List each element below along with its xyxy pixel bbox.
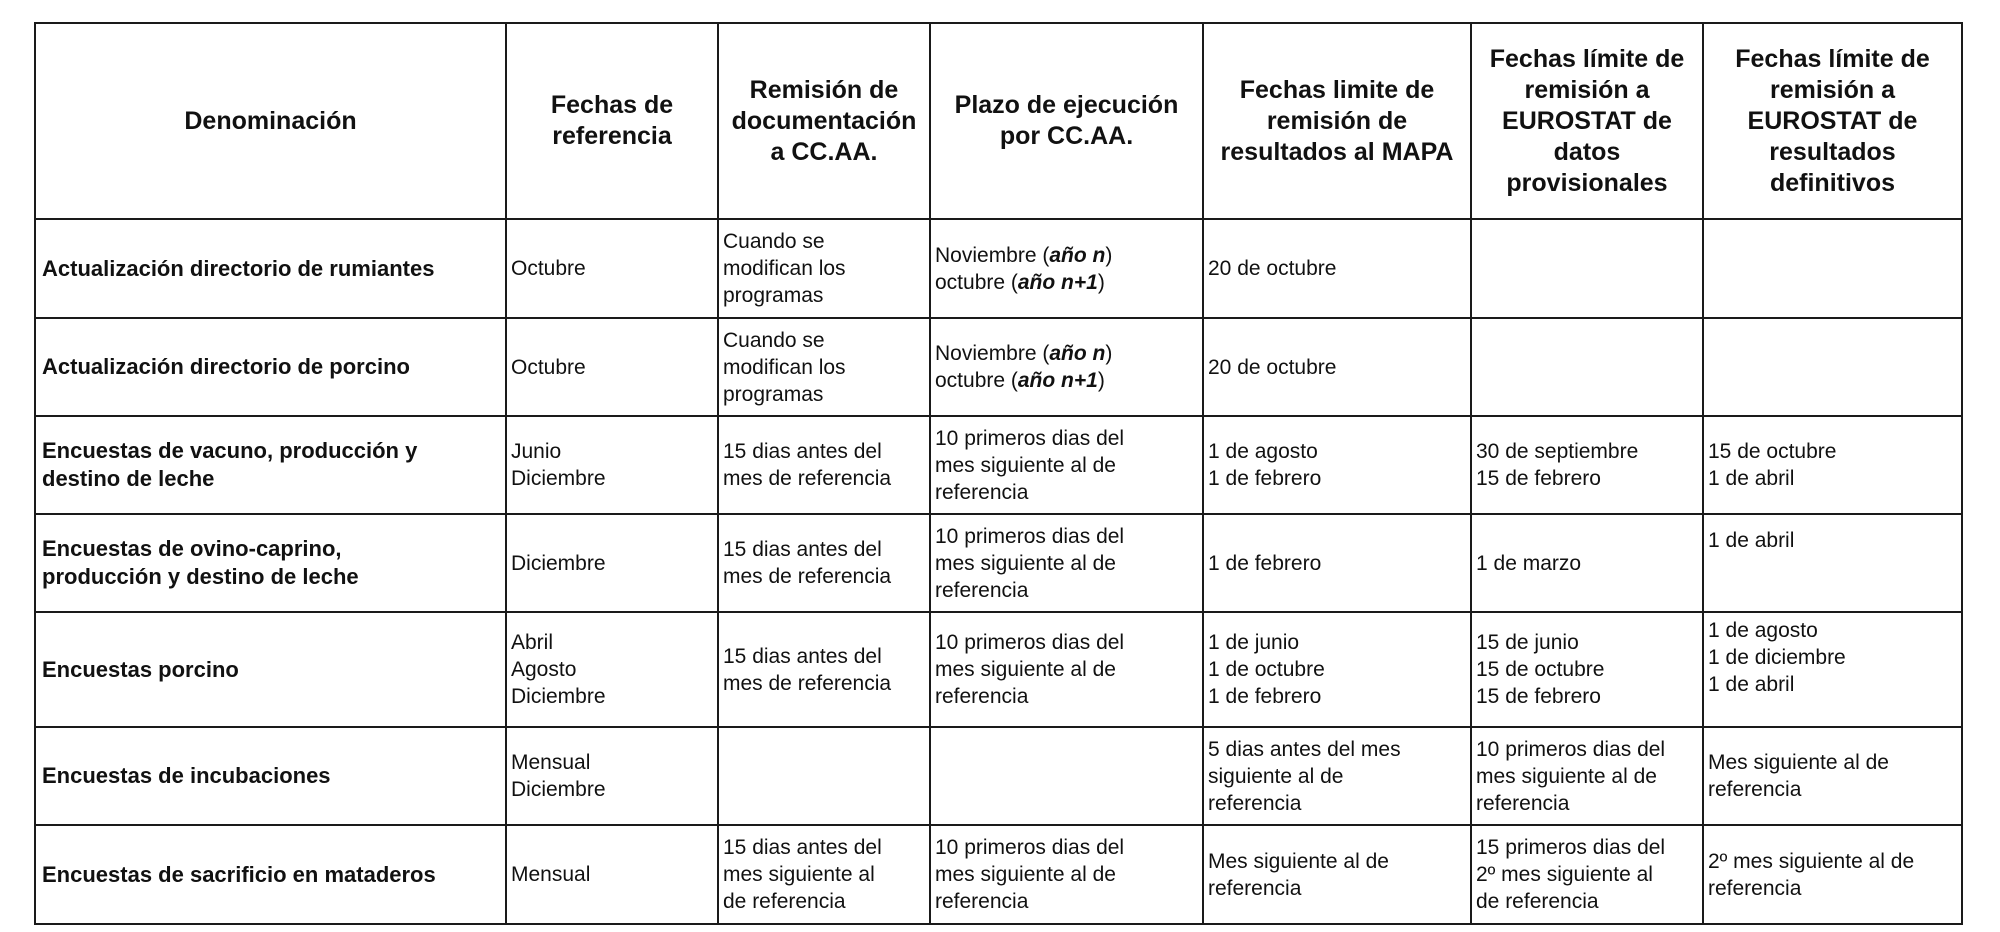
- header-denominacion: Denominación: [35, 23, 506, 219]
- cell-eurostat-provisionales: 10 primeros dias del mes siguiente al de referencia: [1471, 727, 1703, 825]
- table-row: [35, 318, 1962, 416]
- cell-fechas-mapa: 1 de junio 1 de octubre 1 de febrero: [1203, 612, 1471, 727]
- cell-denominacion: Encuestas de ovino-caprino, producción y destino de leche: [35, 514, 506, 612]
- cell-denominacion: Actualización directorio de rumiantes: [35, 219, 506, 318]
- cell-denominacion: Encuestas de incubaciones: [35, 727, 506, 825]
- cell-fechas-mapa: Mes siguiente al de referencia: [1203, 825, 1471, 924]
- cell-fechas-referencia: Mensual: [506, 825, 718, 924]
- cell-plazo: 10 primeros dias del mes siguiente al de referencia: [930, 612, 1203, 727]
- cell-eurostat-provisionales: 1 de marzo: [1471, 514, 1703, 612]
- table-row: [35, 514, 1962, 612]
- table-row: [35, 612, 1962, 727]
- header-remision-documentacion: Remisión de documentación a CC.AA.: [718, 23, 930, 219]
- table-row: [35, 219, 1962, 318]
- cell-eurostat-provisionales: 15 de junio 15 de octubre 15 de febrero: [1471, 612, 1703, 727]
- cell-fechas-referencia: Mensual Diciembre: [506, 727, 718, 825]
- cell-plazo: 10 primeros dias del mes siguiente al de referencia: [930, 514, 1203, 612]
- cell-denominacion: Encuestas de vacuno, producción y destino de leche: [35, 416, 506, 514]
- header-fechas-mapa: Fechas limite de remisión de resultados al MAPA: [1203, 23, 1471, 219]
- cell-fechas-referencia: Octubre: [506, 219, 718, 318]
- cell-plazo: Noviembre (año n) octubre (año n+1): [930, 219, 1203, 318]
- cell-remision: [718, 727, 930, 825]
- cell-fechas-mapa: 5 dias antes del mes siguiente al de referencia: [1203, 727, 1471, 825]
- table-row: [35, 825, 1962, 924]
- cell-fechas-referencia: Octubre: [506, 318, 718, 416]
- cell-denominacion: Actualización directorio de porcino: [35, 318, 506, 416]
- header-eurostat-definitivos: Fechas límite de remisión a EUROSTAT de resultados definitivos: [1703, 23, 1962, 219]
- cell-plazo: Noviembre (año n) octubre (año n+1): [930, 318, 1203, 416]
- cell-eurostat-definitivos: [1703, 318, 1962, 416]
- cell-eurostat-provisionales: [1471, 219, 1703, 318]
- table-row: [35, 416, 1962, 514]
- cell-eurostat-provisionales: 30 de septiembre 15 de febrero: [1471, 416, 1703, 514]
- header-eurostat-provisionales: Fechas límite de remisión a EUROSTAT de datos provisionales: [1471, 23, 1703, 219]
- cell-eurostat-definitivos: [1703, 219, 1962, 318]
- cell-fechas-mapa: 20 de octubre: [1203, 219, 1471, 318]
- header-fechas-referencia: Fechas de referencia: [506, 23, 718, 219]
- table-row: [35, 727, 1962, 825]
- cell-plazo: 10 primeros dias del mes siguiente al de referencia: [930, 416, 1203, 514]
- cell-fechas-referencia: Diciembre: [506, 514, 718, 612]
- cell-eurostat-provisionales: 15 primeros dias del 2º mes siguiente al de referencia: [1471, 825, 1703, 924]
- cell-remision: 15 dias antes del mes de referencia: [718, 612, 930, 727]
- header-plazo-ejecucion: Plazo de ejecución por CC.AA.: [930, 23, 1203, 219]
- cell-fechas-referencia: Junio Diciembre: [506, 416, 718, 514]
- schedule-table: [34, 22, 1963, 925]
- cell-eurostat-definitivos: 1 de agosto 1 de diciembre 1 de abril: [1703, 612, 1962, 727]
- cell-denominacion: Encuestas porcino: [35, 612, 506, 727]
- cell-eurostat-provisionales: [1471, 318, 1703, 416]
- cell-denominacion: Encuestas de sacrificio en mataderos: [35, 825, 506, 924]
- cell-remision: 15 dias antes del mes de referencia: [718, 416, 930, 514]
- cell-fechas-mapa: 1 de febrero: [1203, 514, 1471, 612]
- cell-remision: 15 dias antes del mes siguiente al de referencia: [718, 825, 930, 924]
- cell-fechas-mapa: 1 de agosto 1 de febrero: [1203, 416, 1471, 514]
- cell-eurostat-definitivos: Mes siguiente al de referencia: [1703, 727, 1962, 825]
- cell-remision: 15 dias antes del mes de referencia: [718, 514, 930, 612]
- cell-eurostat-definitivos: 2º mes siguiente al de referencia: [1703, 825, 1962, 924]
- cell-plazo: 10 primeros dias del mes siguiente al de referencia: [930, 825, 1203, 924]
- cell-remision: Cuando se modifican los programas: [718, 219, 930, 318]
- cell-fechas-referencia: Abril Agosto Diciembre: [506, 612, 718, 727]
- cell-remision: Cuando se modifican los programas: [718, 318, 930, 416]
- cell-eurostat-definitivos: 1 de abril: [1703, 514, 1962, 612]
- header-row: [35, 23, 1962, 219]
- cell-eurostat-definitivos: 15 de octubre 1 de abril: [1703, 416, 1962, 514]
- cell-fechas-mapa: 20 de octubre: [1203, 318, 1471, 416]
- cell-plazo: [930, 727, 1203, 825]
